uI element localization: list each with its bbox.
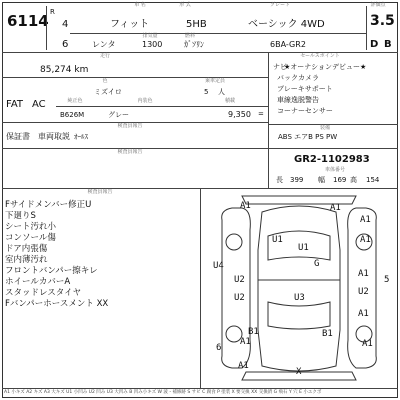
inspector-note: ホイールカバーA (5, 277, 71, 287)
header-label: 色 (102, 78, 108, 84)
inspector-note: Fバンパーホースメント XX (5, 299, 109, 309)
header-label: 形 式 (179, 2, 191, 8)
damage-mark: U1 (298, 243, 309, 253)
damage-mark: U1 (272, 235, 283, 245)
seats: 5 (204, 88, 209, 96)
equipment: ABS エアB PS PW (278, 133, 338, 141)
inspector-note: 室内薄汚れ (5, 255, 48, 265)
color-code: B626M (60, 111, 85, 119)
damage-mark: A1 (240, 337, 251, 347)
dim-height: 154 (366, 176, 380, 184)
mileage: 85,274 km (40, 65, 89, 75)
dim-height-label: 高 (350, 176, 357, 184)
header-label: 燃料 (184, 33, 195, 39)
records-doc: ｵｰﾙｽ (74, 133, 88, 141)
lot-number: 6114 (7, 12, 49, 30)
damage-mark: A1 (362, 339, 373, 349)
load-capacity: 9,350 (228, 110, 251, 119)
damage-mark: A1 (358, 309, 369, 319)
registration-month: 6 (62, 39, 69, 50)
damage-mark: B1 (248, 327, 259, 337)
load-unit: = (258, 110, 264, 118)
sales-point: ブレーキサポート (277, 85, 333, 93)
manual-doc: 車両取説 (38, 132, 70, 141)
car-name: フィット (110, 19, 150, 30)
header-label: セールスポイント (300, 53, 340, 59)
damage-mark: U3 (294, 293, 305, 303)
inspector-note: スタッドレスタイヤ (5, 288, 82, 298)
damage-mark: A1 (330, 203, 341, 213)
damage-mark: X (296, 367, 302, 377)
dim-length: 399 (290, 176, 304, 184)
header-label: 走行 (99, 53, 110, 59)
header-label: グレード (269, 2, 290, 8)
chassis-label: 車体番号 (324, 167, 345, 173)
damage-mark: U2 (358, 287, 369, 297)
sales-point: 車線逸脱警告 (277, 96, 319, 104)
inspector-note: Fサイドメンバー修正U (5, 200, 92, 210)
air-conditioner: AC (32, 99, 46, 110)
damage-mark: A1 (358, 269, 369, 279)
dim-width-label: 幅 (318, 176, 325, 184)
sales-point: ★オーナションデビュー★ (284, 63, 367, 71)
damage-mark: U2 (234, 293, 245, 303)
header-label: 乗車定員 (204, 78, 225, 84)
header-label: 検査員報告 (117, 149, 143, 155)
damage-mark: A1 (360, 235, 371, 245)
seats-unit: 人 (218, 88, 225, 96)
interior-color: グレー (108, 111, 129, 119)
header-label: 車 名 (134, 2, 146, 8)
legend-footer: A1 小キズ A2 キズ A3 大キズ U1 小凹み U2 凹み U3 大凹み B 凹み小キズ W 波・補修跡 S サビ C 腐食 P 塗装 X 要交換 XX 交換済 G 飛石 Y 穴 E 小エクボ (4, 390, 322, 395)
header-label: 内装色 (137, 98, 153, 104)
displacement: 1300 (142, 40, 163, 49)
damage-mark: A1 (238, 361, 249, 371)
header-label: 装備 (319, 125, 330, 131)
dim-length-label: 長 (276, 176, 283, 184)
damage-mark: G (314, 259, 320, 269)
registration-year: 4 (62, 19, 69, 30)
dim-width: 169 (333, 176, 347, 184)
damage-mark: A1 (240, 201, 251, 211)
inspector-note: ドア内張傷 (5, 244, 48, 254)
model-code: 6BA-GR2 (270, 40, 306, 49)
body-type: 5HB (186, 19, 207, 30)
sales-point: ナビ (273, 63, 287, 71)
fuel: ｶﾞｿﾘﾝ (184, 40, 204, 49)
exterior-grade: B (384, 39, 392, 50)
damage-mark: U4 (213, 261, 224, 271)
header-label: 検査員報告 (87, 189, 113, 195)
header-label: 検査員報告 (117, 123, 143, 129)
damage-mark: 6 (216, 343, 222, 353)
header-label: 排気量 (142, 33, 158, 39)
chassis-number: GR2-1102983 (294, 154, 370, 165)
inspector-note: シート汚れ小 (5, 222, 57, 232)
inspection-type: レンタ (92, 40, 116, 49)
interior-grade: D (370, 39, 379, 50)
header-label: 積載 (224, 98, 235, 104)
header-label: 純正色 (67, 98, 83, 104)
registration-era: R (50, 8, 55, 16)
transmission: FAT (6, 99, 24, 110)
color: ミズイロ (94, 88, 122, 96)
grade: ベーシック 4WD (248, 19, 325, 30)
score: 3.5 (370, 13, 395, 29)
header-label: 評価点 (370, 2, 386, 8)
damage-mark: 5 (384, 275, 390, 285)
inspector-note: コンソール傷 (5, 233, 56, 243)
sales-point: コーナーセンサー (277, 107, 333, 115)
warranty-doc: 保証書 (6, 132, 30, 141)
sales-point: バックカメラ (277, 74, 319, 82)
damage-mark: B1 (322, 329, 333, 339)
damage-mark: U2 (234, 275, 245, 285)
inspector-note: フロントバンパー擦キレ (5, 266, 98, 276)
inspector-note: 下廻りS (5, 211, 36, 221)
damage-mark: A1 (360, 215, 371, 225)
